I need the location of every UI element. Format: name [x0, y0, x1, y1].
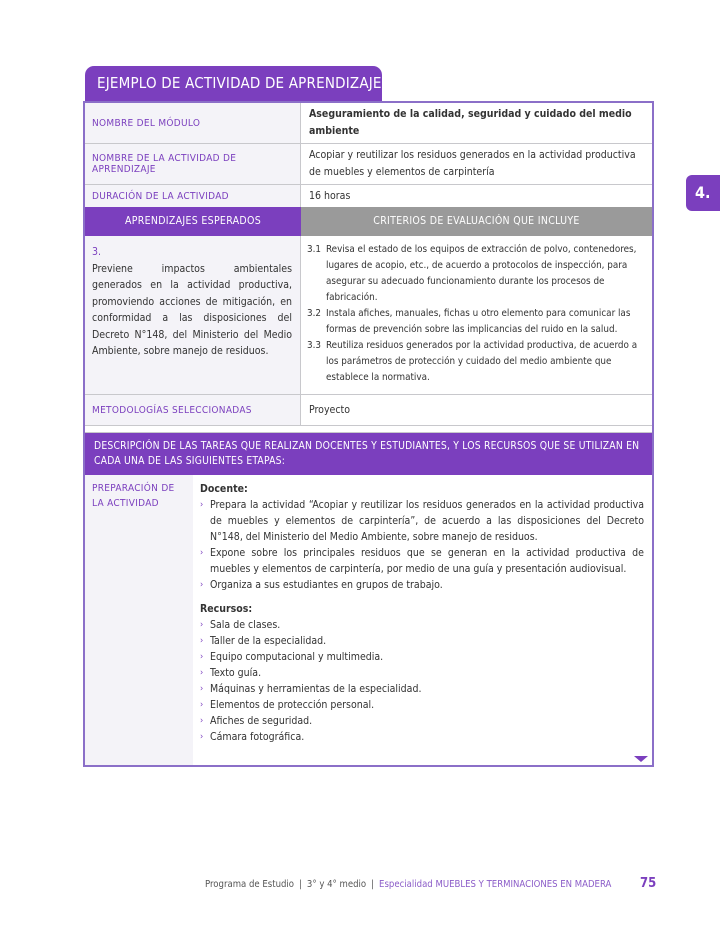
- module-value: Aseguramiento de la calidad, seguridad y cuidado del medio ambiente: [309, 108, 632, 137]
- learning-number: 3.: [92, 246, 102, 258]
- activity-title: EJEMPLO DE ACTIVIDAD DE APRENDIZAJE: [85, 66, 382, 101]
- learning-text: Previene impactos ambientales generados en la actividad productiva, promoviendo acciones de mitigación, en conformidad a las disposiciones del Decreto N°148, del Ministerio del Medio Ambiente, sobre manejo de residuos.: [92, 262, 292, 357]
- module-row: [85, 103, 652, 144]
- learning-outcome: [85, 236, 301, 394]
- header-learning-outcomes: APRENDIZAJES ESPERADOS: [85, 207, 301, 236]
- chevron-right-icon: ›: [200, 684, 204, 694]
- methodology-value: Proyecto: [309, 403, 351, 416]
- duration-row: [85, 185, 652, 207]
- recursos-title: Recursos:: [200, 603, 253, 615]
- recursos-list: [200, 617, 644, 745]
- chevron-right-icon: ›: [200, 716, 204, 726]
- list-item: › Afiches de seguridad.: [200, 715, 313, 727]
- criterion-number: 3.3: [307, 340, 322, 351]
- criterion-text: Reutiliza residuos generados por la actividad productiva, de acuerdo a los parámetros de protección y cuidado del medio ambiente que establece la normativa.: [326, 340, 638, 383]
- chevron-right-icon: ›: [200, 548, 204, 558]
- criterion-text: Instala afiches, manuales, fichas u otro elemento para comunicar las formas de prevención sobre las implicancias del ruido en la salud.: [326, 308, 631, 335]
- learning-row: [85, 236, 652, 395]
- footer: Programa de Estudio | 3° y 4° medio | Especialidad MUEBLES Y TERMINACIONES EN MADERA: [205, 879, 612, 890]
- duration-label: DURACIÓN DE LA ACTIVIDAD: [85, 185, 301, 207]
- activity-name-label: NOMBRE DE LA ACTIVIDAD DE APRENDIZAJE: [85, 144, 301, 184]
- criterion-item: [307, 338, 644, 386]
- footer-grade: 3° y 4° medio: [306, 879, 367, 890]
- continue-arrow-icon: [634, 756, 648, 762]
- docente-title: Docente:: [200, 483, 248, 495]
- chevron-right-icon: ›: [200, 700, 204, 710]
- chevron-right-icon: ›: [200, 500, 204, 510]
- list-item: › Elementos de protección personal.: [200, 699, 375, 711]
- list-item: › Organiza a sus estudiantes en grupos de trabajo.: [200, 579, 443, 591]
- duration-value: 16 horas: [309, 189, 351, 202]
- list-item: › Sala de clases.: [200, 619, 281, 631]
- criterion-text: Revisa el estado de los equipos de extracción de polvo, contenedores, lugares de acopio, etc., de acuerdo a protocolos de inspección, para asegurar su adecuado funcionamiento durante los procesos de fabricación.: [326, 244, 637, 303]
- header-evaluation-criteria: CRITERIOS DE EVALUACIÓN QUE INCLUYE: [301, 207, 652, 236]
- chevron-right-icon: ›: [200, 580, 204, 590]
- footer-program: Programa de Estudio: [205, 879, 295, 890]
- criterion-item: [307, 306, 644, 338]
- list-item: › Cámara fotográfica.: [200, 731, 305, 743]
- column-headers: [85, 207, 652, 236]
- list-item: › Máquinas y herramientas de la especialidad.: [200, 683, 422, 695]
- chevron-right-icon: ›: [200, 636, 204, 646]
- list-item: › Prepara la actividad “Acopiar y reutilizar los residuos generados en la actividad productiva de muebles y elementos de carpintería”, de acuerdo a las disposiciones del Decreto N°148, del Ministerio del Medio Ambiente, sobre manejo de residuos.: [200, 499, 644, 543]
- list-item: › Texto guía.: [200, 667, 262, 679]
- activity-name-value: Acopiar y reutilizar los residuos generados en la actividad productiva de muebles y elementos de carpintería: [309, 149, 636, 178]
- activity-name-row: [85, 144, 652, 185]
- criterion-number: 3.1: [307, 244, 322, 255]
- module-label: NOMBRE DEL MÓDULO: [85, 103, 301, 143]
- chapter-badge: 4.: [686, 175, 720, 211]
- footer-specialty: Especialidad MUEBLES Y TERMINACIONES EN MADERA: [379, 879, 612, 890]
- activity-table: [83, 101, 654, 767]
- page-number: 75: [640, 876, 657, 891]
- list-item: › Expone sobre los principales residuos que se generan en la actividad productiva de muebles y elementos de carpintería, por medio de una guía y presentación audiovisual.: [200, 547, 644, 575]
- spacer: [85, 426, 652, 433]
- docente-list: [200, 497, 644, 593]
- methodology-row: [85, 395, 652, 426]
- spacer: [200, 593, 644, 601]
- criteria-list: [301, 236, 652, 394]
- list-item: › Equipo computacional y multimedia.: [200, 651, 384, 663]
- criterion-number: 3.2: [307, 308, 322, 319]
- chevron-right-icon: ›: [200, 620, 204, 630]
- preparation-label: PREPARACIÓN DE LA ACTIVIDAD: [85, 475, 193, 765]
- criterion-item: [307, 242, 644, 306]
- preparation-content: [193, 475, 652, 765]
- chevron-right-icon: ›: [200, 732, 204, 742]
- methodology-label: METODOLOGÍAS SELECCIONADAS: [85, 395, 301, 425]
- chevron-right-icon: ›: [200, 652, 204, 662]
- chevron-right-icon: ›: [200, 668, 204, 678]
- preparation-row: [85, 475, 652, 765]
- list-item: › Taller de la especialidad.: [200, 635, 327, 647]
- description-header: DESCRIPCIÓN DE LAS TAREAS QUE REALIZAN DOCENTES Y ESTUDIANTES, Y LOS RECURSOS QUE SE UTILIZAN EN CADA UNA DE LAS SIGUIENTES ETAPAS:: [85, 433, 652, 475]
